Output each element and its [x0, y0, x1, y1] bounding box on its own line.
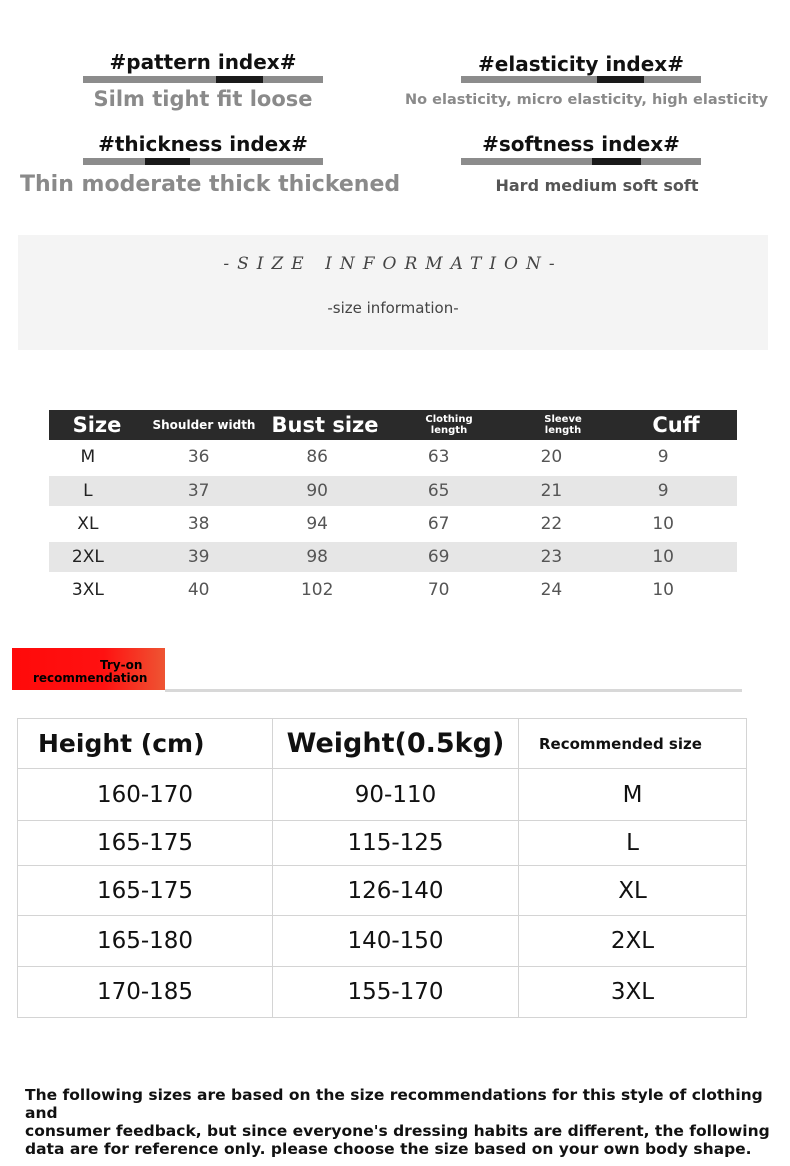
clothing-length-cell: 65: [427, 481, 450, 501]
header-sleeve-length: [511, 414, 615, 436]
cuff-cell: 9: [657, 446, 669, 467]
weight-cell: 90-110: [273, 769, 519, 821]
height-cell: 165-175: [18, 866, 273, 916]
thickness-index-title: #thickness index#: [98, 132, 308, 156]
cuff-cell: 10: [652, 580, 674, 600]
recommendation-row: [18, 967, 747, 1018]
pattern-index-marker: [216, 76, 263, 83]
thickness-index-text: Thin moderate thick thickened: [20, 172, 401, 197]
shoulder-cell: 37: [187, 481, 210, 501]
header-weight: Weight(0.5kg): [273, 719, 519, 769]
size-cell: 3XL: [71, 580, 104, 600]
recommended-size-cell: L: [519, 821, 747, 866]
tryon-label-line1: Try-on: [100, 658, 143, 672]
header-shoulder-width: Shoulder width: [152, 418, 256, 432]
cuff-cell: 10: [652, 547, 674, 567]
weight-cell: 126-140: [273, 866, 519, 916]
elasticity-index-marker: [597, 76, 644, 83]
weight-cell: 155-170: [273, 967, 519, 1018]
bust-cell: 86: [306, 446, 328, 467]
recommendation-row: [18, 821, 747, 866]
elasticity-index-title: #elasticity index#: [478, 52, 684, 76]
softness-index-text: Hard medium soft soft: [495, 176, 699, 195]
size-disclaimer: [25, 1086, 785, 1158]
cuff-cell: 10: [652, 514, 674, 534]
bust-cell: 94: [306, 514, 328, 534]
size-row: [49, 440, 737, 473]
header-size: Size: [72, 413, 122, 437]
height-cell: 165-175: [18, 821, 273, 866]
weight-cell: 140-150: [273, 916, 519, 967]
shoulder-cell: 38: [187, 514, 210, 534]
recommendation-table: [17, 718, 747, 1018]
clothing-length-cell: 63: [427, 446, 450, 467]
pattern-index-title: #pattern index#: [109, 50, 297, 74]
height-cell: 170-185: [18, 967, 273, 1018]
tryon-recommendation-tab: [12, 648, 165, 690]
header-sleeve-line2: length: [544, 425, 582, 436]
size-table-header: [49, 410, 737, 440]
header-clothing-line2: length: [430, 425, 468, 436]
header-sleeve-line1: Sleeve: [544, 414, 582, 425]
cuff-cell: 9: [657, 481, 669, 501]
recommendation-row: [18, 769, 747, 821]
header-bust-size: Bust size: [271, 413, 379, 437]
disclaimer-line-1: The following sizes are based on the size recommendations for this style of clothing and: [25, 1086, 763, 1122]
size-table: [49, 410, 737, 608]
recommended-size-cell: 2XL: [519, 916, 747, 967]
sleeve-length-cell: 24: [540, 580, 563, 600]
softness-index-marker: [592, 158, 641, 165]
bust-cell: 102: [300, 580, 334, 600]
clothing-length-cell: 67: [427, 514, 450, 534]
size-row: [49, 542, 737, 572]
shoulder-cell: 39: [187, 547, 210, 567]
header-cuff: Cuff: [652, 413, 700, 437]
elasticity-index-bar: [461, 76, 701, 83]
shoulder-cell: 36: [187, 446, 210, 467]
size-information-title: -SIZE INFORMATION-: [223, 254, 563, 274]
size-cell: M: [80, 446, 96, 467]
size-row: [49, 506, 737, 542]
header-clothing-line1: Clothing: [425, 414, 473, 425]
header-recommended-size: Recommended size: [519, 719, 747, 769]
header-height: Height (cm): [18, 719, 273, 769]
size-row: [49, 476, 737, 506]
recommendation-header-row: [18, 719, 747, 769]
thickness-index-marker: [145, 158, 190, 165]
size-cell: L: [83, 481, 93, 501]
height-cell: 160-170: [18, 769, 273, 821]
pattern-index-text: Silm tight fit loose: [93, 87, 313, 111]
recommended-size-cell: M: [519, 769, 747, 821]
bust-cell: 98: [306, 547, 328, 567]
shoulder-cell: 40: [187, 580, 210, 600]
tryon-divider: [165, 689, 742, 692]
size-information-subtitle: -size information-: [327, 299, 459, 317]
clothing-length-cell: 70: [427, 580, 450, 600]
clothing-length-cell: 69: [427, 547, 450, 567]
recommendation-row: [18, 916, 747, 967]
header-clothing-length: [387, 414, 511, 436]
size-cell: 2XL: [71, 547, 104, 567]
weight-cell: 115-125: [273, 821, 519, 866]
height-cell: 165-180: [18, 916, 273, 967]
sleeve-length-cell: 21: [540, 481, 563, 501]
disclaimer-line-2: consumer feedback, but since everyone's dressing habits are different, the following: [25, 1122, 770, 1140]
softness-index-title: #softness index#: [482, 132, 680, 156]
recommended-size-cell: 3XL: [519, 967, 747, 1018]
tryon-label-line2: recommendation: [33, 671, 148, 685]
thickness-index-bar: [83, 158, 323, 165]
sleeve-length-cell: 20: [540, 446, 563, 467]
elasticity-index-text: No elasticity, micro elasticity, high elasticity: [405, 92, 769, 108]
recommended-size-cell: XL: [519, 866, 747, 916]
bust-cell: 90: [306, 481, 328, 501]
sleeve-length-cell: 22: [540, 514, 563, 534]
size-row: [49, 572, 737, 608]
pattern-index-bar: [83, 76, 323, 83]
sleeve-length-cell: 23: [540, 547, 563, 567]
recommendation-row: [18, 866, 747, 916]
disclaimer-line-3: data are for reference only. please choose the size based on your own body shape.: [25, 1140, 752, 1158]
size-cell: XL: [77, 514, 99, 534]
size-information-band: [18, 235, 768, 350]
softness-index-bar: [461, 158, 701, 165]
